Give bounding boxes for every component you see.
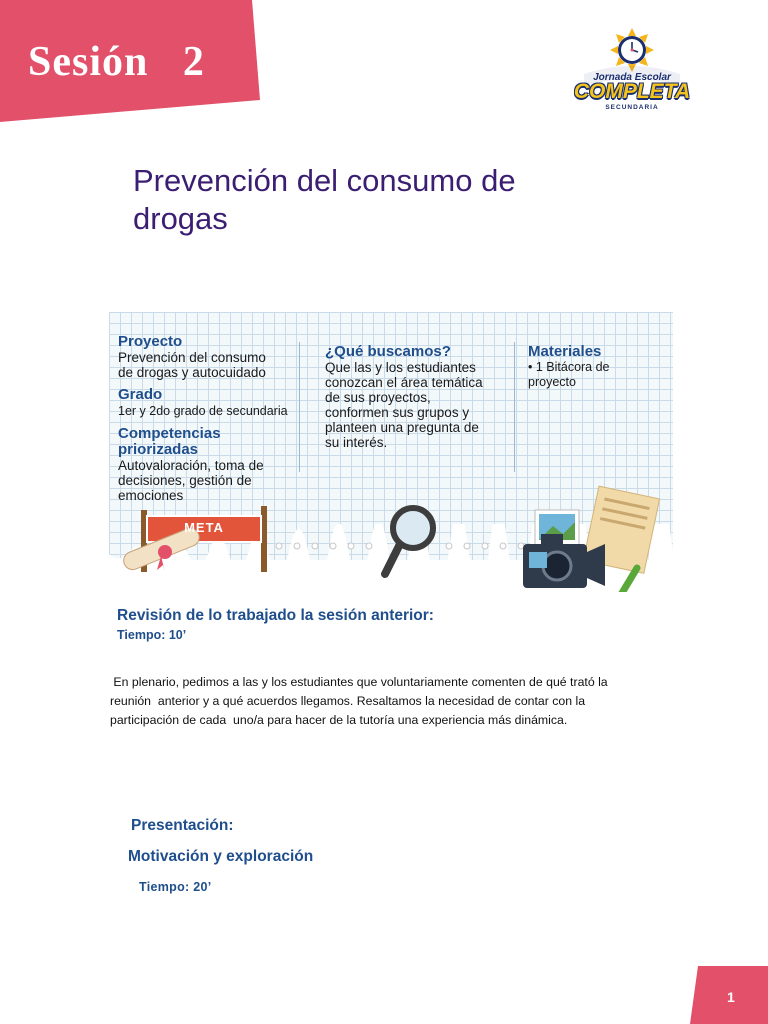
competencias-line: emociones bbox=[118, 488, 184, 503]
revision-time: Tiempo: 10’ bbox=[117, 628, 187, 642]
buscamos-line: conformen sus grupos y bbox=[325, 405, 470, 420]
competencias-line: decisiones, gestión de bbox=[118, 473, 252, 488]
logo-line-3: SECUNDARIA bbox=[605, 104, 659, 111]
grado-heading: Grado bbox=[118, 386, 163, 403]
paragraph-line: En plenario, pedimos a las y los estudiantes que voluntariamente comenten de qué trató la bbox=[110, 675, 608, 689]
buscamos-line: Que las y los estudiantes bbox=[325, 360, 476, 375]
motivacion-heading: Motivación y exploración bbox=[128, 848, 314, 865]
buscamos-column bbox=[325, 344, 505, 450]
session-info-banner bbox=[109, 312, 673, 592]
competencias-line: Autovaloración, toma de bbox=[118, 458, 264, 473]
meta-goal-illustration-icon bbox=[117, 502, 282, 577]
buscamos-line: planteen una pregunta de bbox=[325, 420, 479, 435]
competencias-heading: priorizadas bbox=[118, 441, 199, 458]
proyecto-line: Prevención del consumo bbox=[118, 350, 266, 365]
page-title-line-1: Prevención del consumo de bbox=[133, 163, 516, 198]
materiales-line: proyecto bbox=[528, 375, 576, 389]
column-divider bbox=[514, 342, 515, 472]
buscamos-line: su interés. bbox=[325, 435, 388, 450]
materiales-line: • 1 Bitácora de bbox=[528, 360, 610, 374]
paragraph-line: participación de cada uno/a para hacer de la tutoría una experiencia más dinámica. bbox=[110, 713, 568, 727]
session-label: Sesión 2 bbox=[28, 39, 205, 85]
page-title-line-2: drogas bbox=[133, 201, 228, 236]
materiales-heading: Materiales bbox=[528, 343, 602, 360]
presentacion-heading: Presentación: bbox=[131, 817, 234, 834]
materiales-column bbox=[528, 344, 668, 390]
paragraph-line: reunión anterior y a qué acuerdos llegamos. Resaltamos la necesidad de contar con la bbox=[110, 694, 586, 708]
logo-line-2: COMPLETA bbox=[573, 80, 691, 103]
proyecto-column bbox=[118, 334, 303, 503]
logo-line-1: Jornada Escolar bbox=[593, 72, 671, 83]
buscamos-line: de sus proyectos, bbox=[325, 390, 431, 405]
grado-text: 1er y 2do grado de secundaria bbox=[118, 404, 288, 418]
buscamos-line: conozcan el área temática bbox=[325, 375, 483, 390]
revision-paragraph bbox=[110, 673, 650, 730]
proyecto-line: de drogas y autocuidado bbox=[118, 365, 266, 380]
magnifying-glass-icon bbox=[377, 504, 447, 584]
revision-heading: Revisión de lo trabajado la sesión anterior: bbox=[117, 607, 434, 624]
camera-documents-icon bbox=[513, 482, 673, 592]
jornada-escolar-completa-logo bbox=[570, 28, 694, 114]
page-title bbox=[133, 162, 653, 238]
presentacion-time: Tiempo: 20’ bbox=[139, 880, 212, 894]
page-number: 1 bbox=[727, 989, 735, 1005]
buscamos-heading: ¿Qué buscamos? bbox=[325, 343, 451, 360]
competencias-heading: Competencias bbox=[118, 425, 221, 442]
proyecto-heading: Proyecto bbox=[118, 333, 183, 350]
meta-sign-label: META bbox=[184, 520, 224, 535]
